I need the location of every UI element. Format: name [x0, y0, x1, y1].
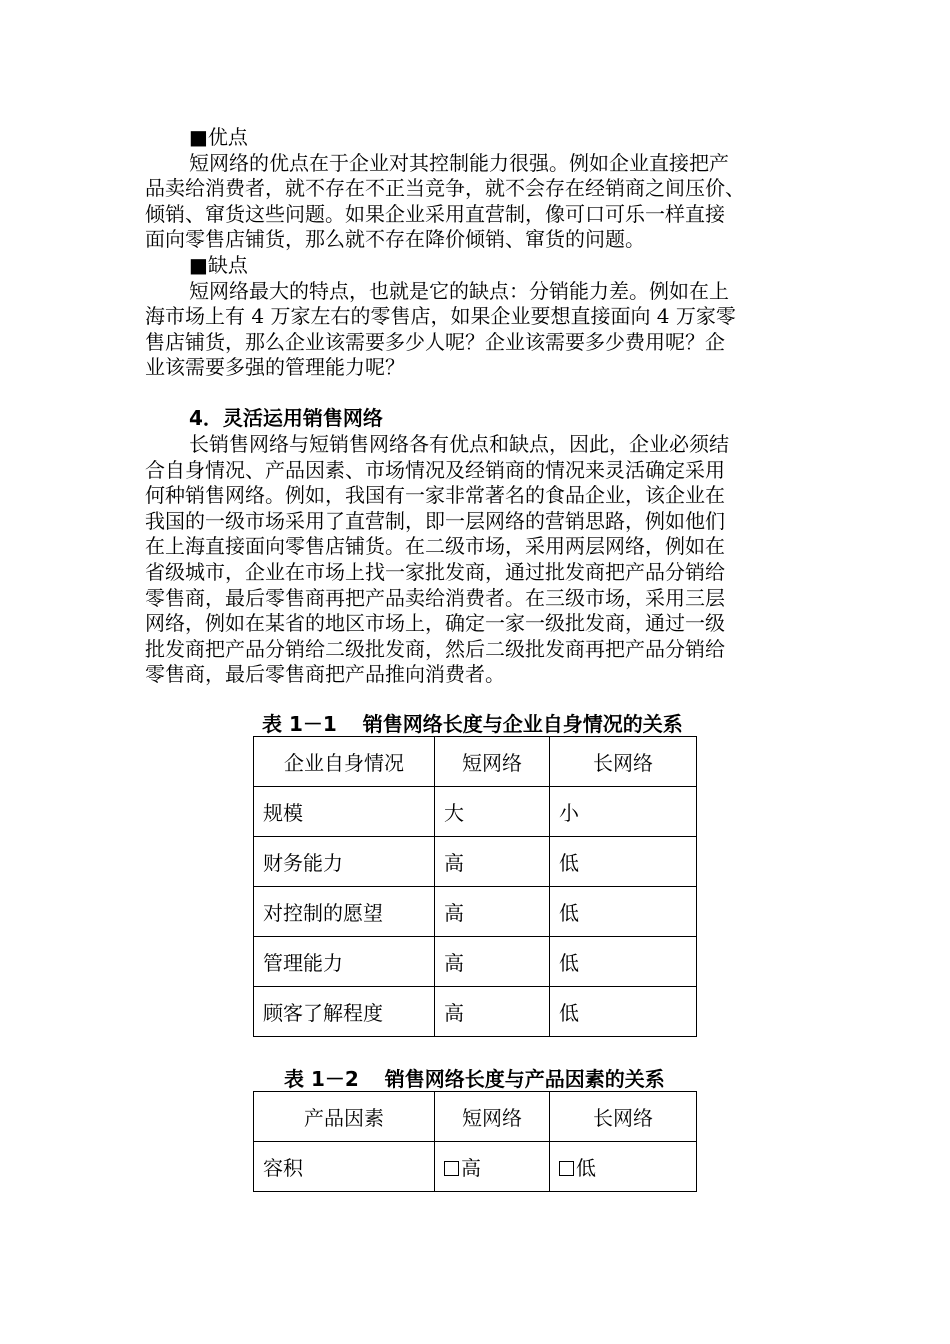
paragraph-line: 倾销、窜货这些问题。如果企业采用直营制，像可口可乐一样直接 [145, 201, 725, 226]
table-header-cell: 长网络 [550, 737, 697, 787]
table2-number: 表 1－2 [284, 1067, 359, 1091]
table-header-row [254, 737, 697, 787]
table1-caption [262, 711, 683, 737]
table-cell: 低 [550, 937, 697, 987]
table-row [254, 787, 697, 837]
table-cell: 高 [435, 887, 550, 937]
table-cell: 高 [435, 937, 550, 987]
table-cell: 容积 [254, 1142, 435, 1192]
paragraph-line: 长销售网络与短销售网络各有优点和缺点，因此，企业必须结 [189, 432, 729, 456]
paragraph-line: 何种销售网络。例如，我国有一家非常著名的食品企业，该企业在 [145, 483, 725, 508]
table-row [254, 937, 697, 987]
table-cell: 小 [550, 787, 697, 837]
table-cell: 财务能力 [254, 837, 435, 887]
table-cell: 高 [435, 837, 550, 887]
table1 [253, 736, 697, 1037]
advantages-label: ■优点 [189, 125, 248, 149]
checkbox-square-icon [559, 1161, 574, 1176]
table-header-cell: 长网络 [550, 1092, 697, 1142]
table-cell: 规模 [254, 787, 435, 837]
paragraph-line: 网络，例如在某省的地区市场上，确定一家一级批发商，通过一级 [145, 611, 725, 636]
section4-body [145, 432, 807, 688]
table-header-cell: 产品因素 [254, 1092, 435, 1142]
table-cell: 对控制的愿望 [254, 887, 435, 937]
paragraph-line: 合自身情况、产品因素、市场情况及经销商的情况来灵活确定采用 [145, 457, 725, 482]
table2-title: 销售网络长度与产品因素的关系 [384, 1067, 665, 1091]
paragraph-line: 零售商，最后零售商再把产品卖给消费者。在三级市场，采用三层 [145, 585, 725, 610]
paragraph-line: 面向零售店铺货，那么就不存在降价倾销、窜货的问题。 [145, 227, 645, 252]
paragraph-line: 海市场上有 4 万家左右的零售店，如果企业要想直接面向 4 万家零 [145, 304, 736, 329]
table-cell: 管理能力 [254, 937, 435, 987]
paragraph-line: 省级城市，企业在市场上找一家批发商，通过批发商把产品分销给 [145, 559, 725, 584]
table1-title: 销售网络长度与企业自身情况的关系 [362, 712, 683, 736]
table-header-cell: 短网络 [435, 737, 550, 787]
table2-caption [284, 1066, 665, 1092]
table-cell: 高 [435, 987, 550, 1037]
section-heading: 4．灵活运用销售网络 [189, 406, 383, 430]
paragraph-line: 品卖给消费者，就不存在不正当竞争，就不会存在经销商之间压价、 [145, 176, 745, 201]
table-cell: 顾客了解程度 [254, 987, 435, 1037]
paragraph-line: 在上海直接面向零售店铺货。在二级市场，采用两层网络，例如在 [145, 534, 725, 559]
table-cell: 低 [550, 887, 697, 937]
table-header-row [254, 1092, 697, 1142]
paragraph-line: 短网络的优点在于企业对其控制能力很强。例如企业直接把产 [189, 150, 729, 175]
disadvantages-section [145, 253, 807, 381]
paragraph-line: 我国的一级市场采用了直营制，即一层网络的营销思路，例如他们 [145, 508, 725, 533]
checkbox-square-icon [444, 1161, 459, 1176]
table-cell-value: 高 [461, 1156, 481, 1180]
paragraph-line: 批发商把产品分销给二级批发商，然后二级批发商再把产品分销给 [145, 636, 725, 661]
paragraph-line: 零售商，最后零售商把产品推向消费者。 [145, 662, 505, 687]
table-header-cell: 企业自身情况 [254, 737, 435, 787]
table-row [254, 837, 697, 887]
table-cell [550, 1142, 697, 1192]
advantages-section [145, 125, 807, 253]
table-cell: 大 [435, 787, 550, 837]
paragraph-line: 短网络最大的特点，也就是它的缺点：分销能力差。例如在上 [189, 278, 729, 303]
table-row [254, 887, 697, 937]
table-cell: 低 [550, 987, 697, 1037]
table-header-cell: 短网络 [435, 1092, 550, 1142]
table-cell-value: 低 [576, 1156, 596, 1180]
table-row [254, 987, 697, 1037]
paragraph-line: 售店铺货，那么企业该需要多少人呢？企业该需要多少费用呢？企 [145, 329, 725, 354]
table2 [253, 1091, 697, 1192]
disadvantages-label: ■缺点 [189, 253, 248, 277]
paragraph-line: 业该需要多强的管理能力呢？ [145, 355, 405, 380]
table-cell [435, 1142, 550, 1192]
table1-number: 表 1－1 [262, 712, 337, 736]
table-row [254, 1142, 697, 1192]
table-cell: 低 [550, 837, 697, 887]
